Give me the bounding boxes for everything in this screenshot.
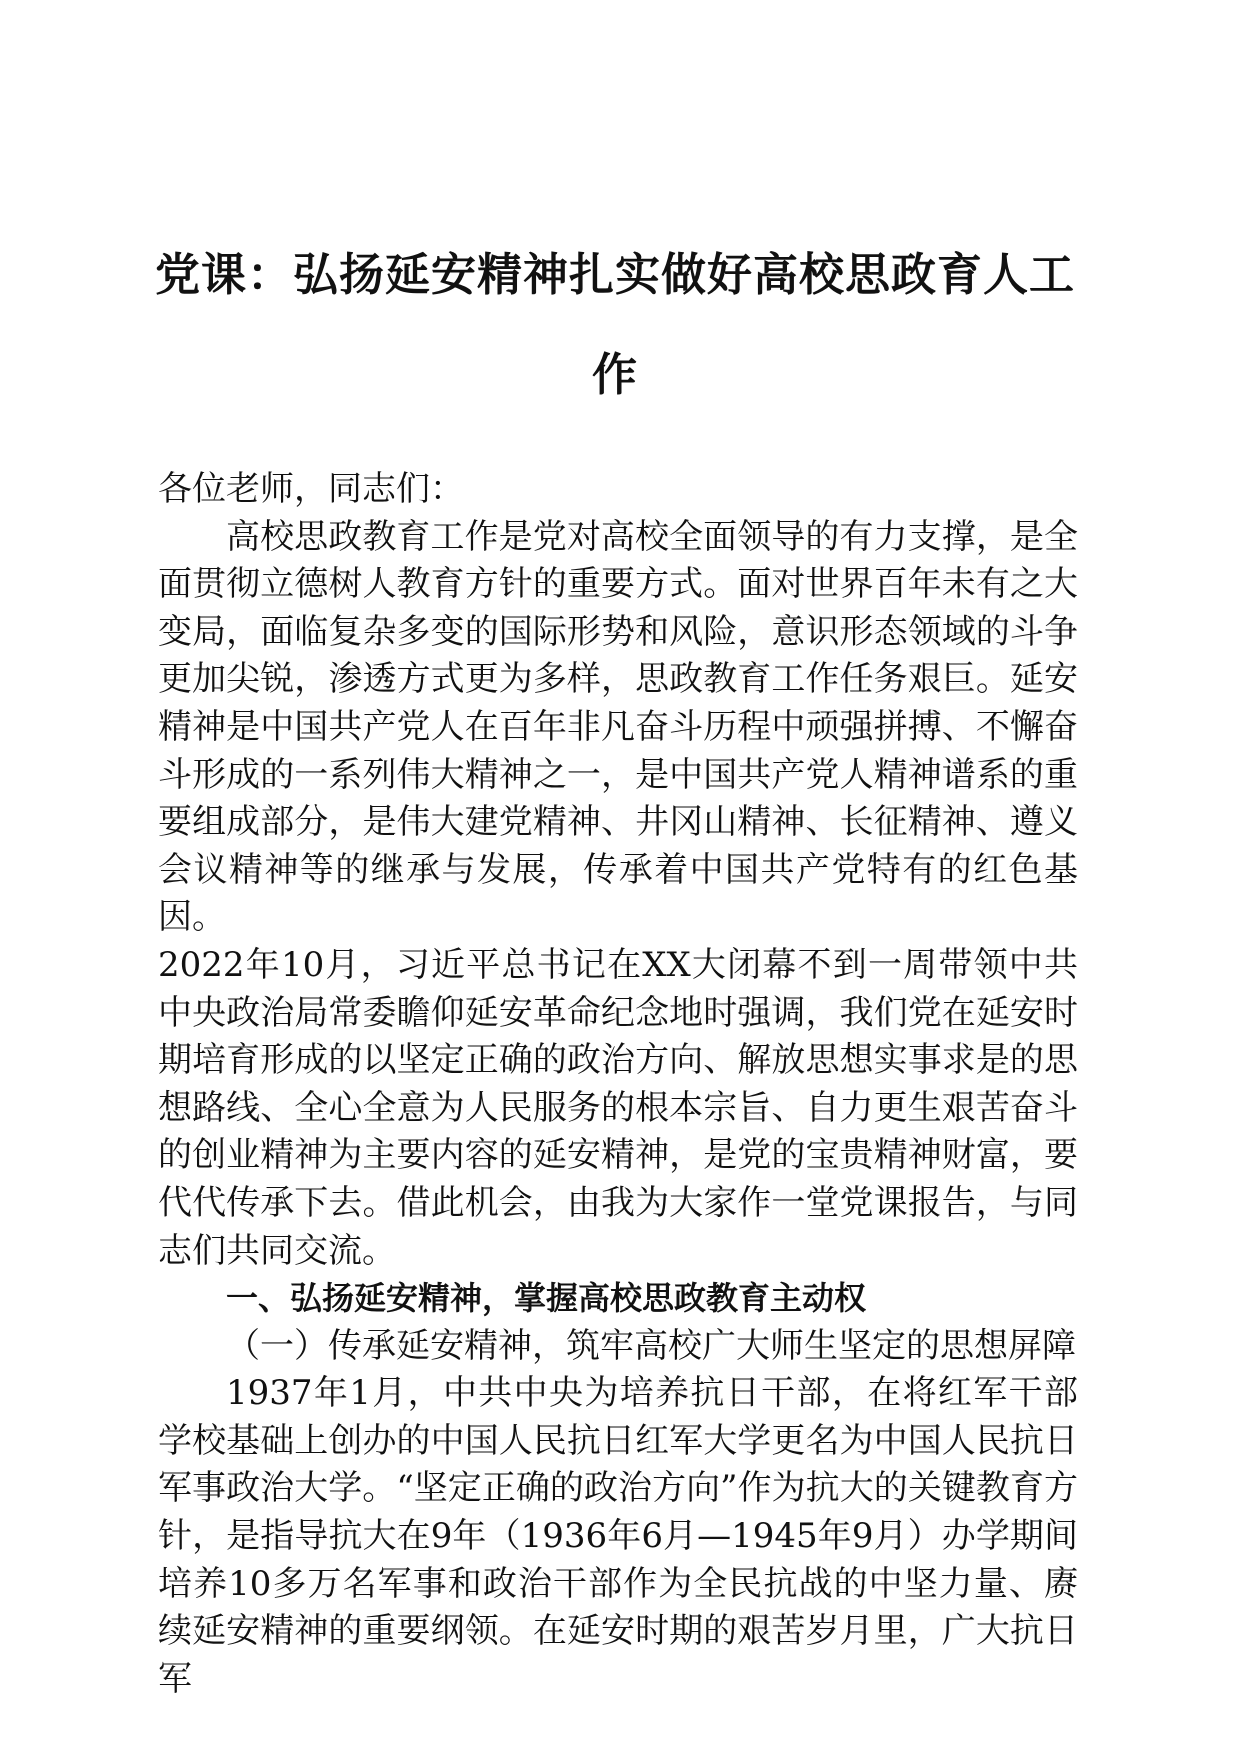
document-body <box>158 466 1078 1703</box>
paragraph-1937: 1937年1月，中共中央为培养抗日干部，在将红军干部学校基础上创办的中国人民抗日红军大学更名为中国人民抗日军事政治大学。“坚定正确的政治方向”作为抗大的关键教育方针，是指导抗大在9年（1936年6月—1945年9月）办学期间培养10多万名军事和政治干部作为全民抗战的中坚力量、赓续延安精神的重要纲领。在延安时期的艰苦岁月里，广大抗日军 <box>158 1373 1078 1699</box>
intro-paragraph: 高校思政教育工作是党对高校全面领导的有力支撑，是全面贯彻立德树人教育方针的重要方式。面对世界百年未有之大变局，面临复杂多变的国际形势和风险，意识形态领域的斗争更加尖锐，渗透方式更为多样，思政教育工作任务艰巨。延安精神是中国共产党人在百年非凡奋斗历程中顽强拼搏、不懈奋斗形成的一系列伟大精神之一，是中国共产党人精神谱系的重要组成部分，是伟大建党精神、井冈山精神、长征精神、遵义会议精神等的继承与发展，传承着中国共产党特有的红色基因。 <box>158 516 1078 938</box>
section-heading-1: 一、弘扬延安精神，掌握高校思政教育主动权 <box>226 1279 867 1318</box>
paragraph-2022: 2022年10月，习近平总书记在XX大闭幕不到一周带领中共中央政治局常委瞻仰延安革命纪念地时强调，我们党在延安时期培育形成的以坚定正确的政治方向、解放思想实事求是的思想路线、全心全意为人民服务的根本宗旨、自力更生艰苦奋斗的创业精神为主要内容的延安精神，是党的宝贵精神财富，要代代传承下去。借此机会，由我为大家作一堂党课报告，与同志们共同交流。 <box>158 944 1078 1271</box>
document-title: 党课：弘扬延安精神扎实做好高校思政育人工作 <box>154 248 1075 401</box>
salutation: 各位老师，同志们： <box>158 469 464 509</box>
subsection-heading-1-1: （一）传承延安精神，筑牢高校广大师生坚定的思想屏障 <box>226 1325 1076 1366</box>
